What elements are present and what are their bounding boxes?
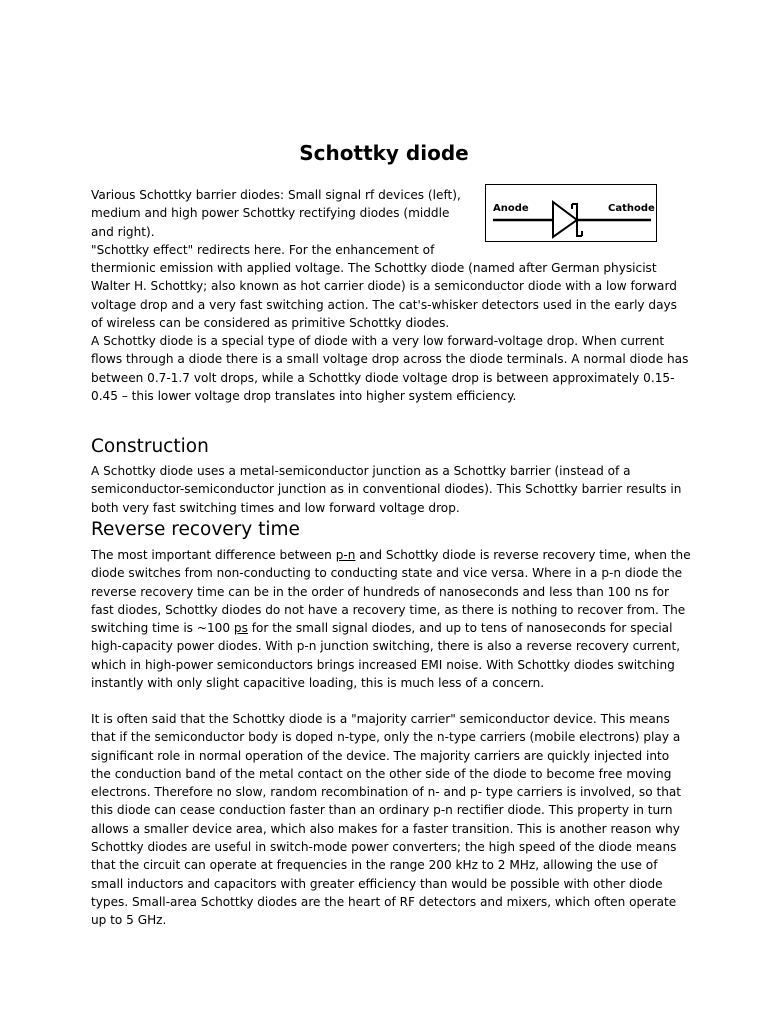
text-segment: The most important difference between — [91, 548, 336, 562]
intro-paragraph-2: A Schottky diode is a special type of diode with a very low forward-voltage drop. When current flows through a diode there is a small voltage drop across the diode terminals. A normal diode has between 0.7-1.7 volt drops, while a Schottky diode voltage drop is between approximately 0.15-0.45 – this lower voltage drop translates into higher system efficiency. — [91, 334, 689, 403]
reverse-recovery-paragraph-2: It is often said that the Schottky diode is a "majority carrier" semiconductor device. This means that if the semiconductor body is doped n-type, only the n-type carriers (mobile electrons) play a significant role in normal operation of the device. The majority carriers are quickly injected into the conduction band of the metal contact on the other side of the diode to become free moving electrons. Therefore no slow, random recombination of n- and p- type carriers is involved, so that this diode can cease conduction faster than an ordinary p-n rectifier diode. This property in turn allows a smaller device area, which also makes for a faster transition. This is another reason why Schottky diodes are useful in switch-mode power converters; the high speed of the diode means that the circuit can operate at frequencies in the range 200 kHz to 2 MHz, allowing the use of small inductors and capacitors with greater efficiency than would be possible with other diode types. Small-area Schottky diodes are the heart of RF detectors and mixers, which often operate up to 5 GHz. — [91, 712, 682, 928]
reverse-recovery-heading: Reverse recovery time — [91, 519, 300, 540]
intro-floated-lines — [91, 186, 691, 259]
page-title: Schottky diode — [299, 141, 469, 165]
pn-link[interactable]: p-n — [335, 548, 356, 562]
intro-paragraph-continued: thermionic emission with applied voltage. The Schottky diode (named after German physicist Walter H. Schottky; also known as hot carrier diode) is a semiconductor diode with a low forward voltage drop and a very fast switching action. The cat's-whisker detectors used in the early days of wireless can be considered as primitive Schottky diodes. — [91, 261, 677, 330]
intro-line: Various Schottky barrier diodes: Small signal rf devices (left), — [91, 188, 461, 202]
text-segment: and Schottky diode is reverse recovery time, when the diode switches from non-conducting to conducting state and vice versa. Where in a p-n diode the reverse recovery time can be in the order of hundreds of nanoseconds and less than 100 ns for fast diodes, Schottky diodes do not have a recovery time, as there is nothing to recover from. The switching time is ~100 — [91, 548, 691, 636]
reverse-recovery-paragraph-1 — [91, 546, 691, 692]
anode-label: Anode — [493, 203, 529, 214]
intro-line: medium and high power Schottky rectifying diodes (middle — [91, 206, 450, 221]
text-segment: for the small signal diodes, and up to tens of nanoseconds for special high-capacity power diodes. With p-n junction switching, there is also a reverse recovery current, which in high-power semiconductors brings increased EMI noise. With Schottky diodes switching instantly with only slight capacitive loading, this is much less of a concern. — [91, 621, 681, 691]
construction-heading: Construction — [91, 436, 209, 457]
cathode-label: Cathode — [608, 203, 655, 214]
ps-link[interactable]: ps — [233, 621, 248, 636]
intro-line: "Schottky effect" redirects here. For the enhancement of — [91, 242, 435, 257]
construction-paragraph: A Schottky diode uses a metal-semiconductor junction as a Schottky barrier (instead of a semiconductor-semiconductor junction as in conventional diodes). This Schottky barrier results in both very fast switching times and low forward voltage drop. — [91, 464, 682, 515]
intro-line: and right). — [91, 224, 155, 239]
